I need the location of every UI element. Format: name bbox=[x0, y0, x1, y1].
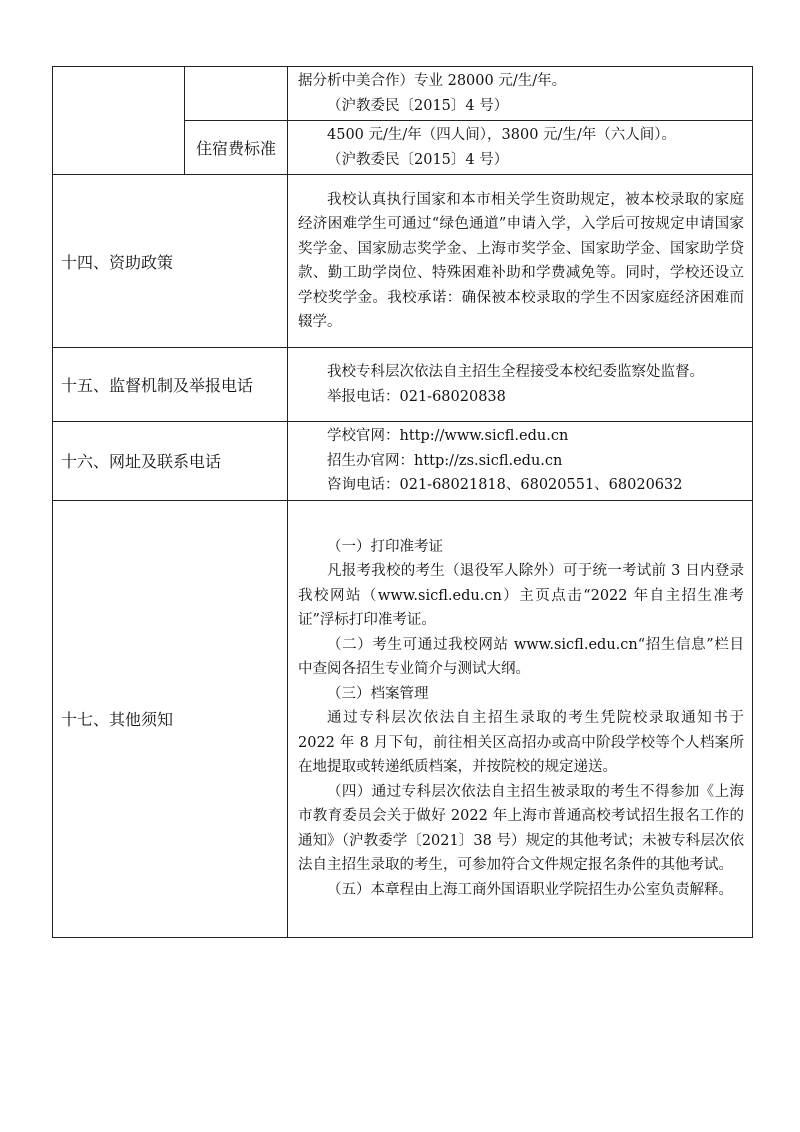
notes-content-cell bbox=[288, 500, 753, 937]
housing-reference: （沪教委民〔2015〕4 号） bbox=[327, 151, 509, 168]
aid-row bbox=[53, 175, 753, 348]
admissions-website: 招生办官网：http://zs.sicfl.edu.cn bbox=[327, 452, 563, 469]
housing-label: 住宿费标准 bbox=[185, 121, 288, 175]
tuition-content-cell bbox=[288, 67, 753, 121]
notes-row bbox=[53, 500, 753, 937]
housing-content-cell bbox=[288, 121, 753, 175]
contact-row bbox=[53, 422, 753, 501]
contact-content-cell bbox=[288, 422, 753, 501]
notes-heading-3: （三）档案管理 bbox=[327, 685, 429, 702]
tuition-tail-text: 据分析中美合作）专业 28000 元/生/年。 bbox=[298, 73, 567, 89]
notes-paragraph-1: 凡报考我校的考生（退役军人除外）可于统一考试前 3 日内登录我校网站（www.sicfl.edu.cn）主页点击“2022 年自主招生准考证”浮标打印准考证。 bbox=[298, 563, 744, 629]
admission-charter-table bbox=[52, 66, 753, 938]
tuition-row bbox=[53, 67, 753, 121]
notes-heading-1: （一）打印准考证 bbox=[327, 538, 443, 555]
notes-paragraph-5: （五）本章程由上海工商外国语职业学院招生办公室负责解释。 bbox=[327, 881, 733, 898]
contact-label: 十六、网址及联系电话 bbox=[53, 422, 288, 501]
notes-paragraph-2: （二）考生可通过我校网站 www.sicfl.edu.cn“招生信息”栏目中查阅各招生专业简介与测试大纲。 bbox=[298, 636, 744, 678]
supervision-label: 十五、监督机制及举报电话 bbox=[53, 348, 288, 422]
fees-label-cell bbox=[53, 67, 185, 175]
notes-paragraph-4: （四）通过专科层次依法自主招生被录取的考生不得参加《上海市教育委员会关于做好 2022 年上海市普通高校考试招生报名工作的通知》（沪教委学〔2021〕38 号）规定的其他考试；未被专科层次依法自主招生录取的考生，可参加符合文件规定报名条件的其他考试。 bbox=[298, 783, 744, 874]
report-phone: 举报电话：021-68020838 bbox=[327, 388, 506, 405]
aid-text: 我校认真执行国家和本市相关学生资助规定，被本校录取的家庭经济困难学生可通过“绿色通道”申请入学，入学后可按规定申请国家奖学金、国家励志奖学金、上海市奖学金、国家助学金、国家助学贷款、勤工助学岗位、特殊困难补助和学费减免等。同时，学校还设立学校奖学金。我校承诺：确保被本校录取的学生不因家庭经济困难而辍学。 bbox=[298, 191, 744, 330]
tuition-sub-label-cell bbox=[185, 67, 288, 121]
tuition-reference: （沪教委民〔2015〕4 号） bbox=[327, 97, 509, 114]
supervision-text: 我校专科层次依法自主招生全程接受本校纪委监察处监督。 bbox=[327, 364, 704, 380]
supervision-row bbox=[53, 348, 753, 422]
housing-fee-text: 4500 元/生/年（四人间），3800 元/生/年（六人间）。 bbox=[327, 127, 677, 143]
notes-label: 十七、其他须知 bbox=[53, 500, 288, 937]
aid-content-cell bbox=[288, 175, 753, 348]
consult-phones: 咨询电话：021-68021818、68020551、68020632 bbox=[327, 477, 683, 493]
school-website: 学校官网：http://www.sicfl.edu.cn bbox=[327, 428, 569, 444]
supervision-content-cell bbox=[288, 348, 753, 422]
notes-paragraph-3: 通过专科层次依法自主招生录取的考生凭院校录取通知书于 2022 年 8 月下旬，前往相关区高招办或高中阶段学校等个人档案所在地提取或转递纸质档案，并按院校的规定递送。 bbox=[298, 710, 744, 776]
aid-label: 十四、资助政策 bbox=[53, 175, 288, 348]
